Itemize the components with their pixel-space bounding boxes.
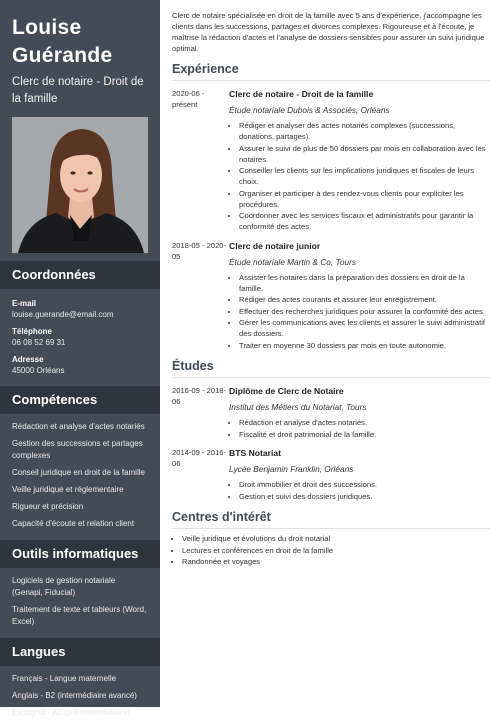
experience-entry — [172, 88, 490, 233]
profile-photo — [12, 117, 148, 253]
skill-item: Capacité d'écoute et relation client — [12, 519, 135, 528]
skill-item: Gestion des successions et partages complexes — [12, 439, 143, 460]
entry-bullets — [229, 417, 490, 440]
interests-list — [172, 533, 490, 567]
entry-organization: Institut des Métiers du Notariat, Tours — [229, 402, 367, 412]
education-entry — [172, 385, 490, 440]
entry-body — [229, 88, 490, 233]
skill-item: Veille juridique et réglementaire — [12, 485, 124, 494]
skills-section-title: Compétences — [0, 386, 160, 414]
email-label: E-mail — [12, 299, 37, 308]
first-name: Louise — [12, 16, 82, 39]
entry-title: Diplôme de Clerc de Notaire — [229, 386, 344, 396]
language-item: Espagnol - A2 (pré-intermédiaire) — [12, 708, 130, 717]
bullet-item: • Effectuer des recherches juridiques pour assurer la conformité des actes. — [239, 306, 490, 317]
entry-body — [229, 447, 490, 502]
contact-section-title: Coordonnées — [0, 261, 160, 289]
address-value: 45000 Orléans — [12, 366, 65, 375]
interests-section-title: Centres d'intérêt — [172, 509, 490, 529]
bullet-item: • Gestion et suivi des dossiers juridiques. — [239, 491, 490, 502]
main-content — [172, 10, 490, 568]
interests-bullets — [172, 533, 490, 567]
skill-item: Rigueur et précision — [12, 502, 84, 511]
entry-date: 2018-05 - 2020-05 — [172, 240, 227, 261]
phone-value: 06 08 52 69 31 — [12, 338, 66, 347]
language-item: Français - Langue maternelle — [12, 674, 117, 683]
entry-title: Clerc de notaire junior — [229, 240, 321, 251]
entry-date: 2014-09 - 2016-06 — [172, 448, 227, 468]
address-label: Adresse — [12, 355, 44, 364]
entry-bullets — [229, 272, 490, 351]
education-section-title: Études — [172, 358, 490, 378]
profile-summary: Clerc de notaire spécialisée en droit de la famille avec 5 ans d'expérience, j'accompagne les clients dans les successions, partages et divorces complexes. Rigoureuse et à l'écoute, je maîtrise la rédaction d'actes et l'analyse de dossiers sensibles pour assurer un suivi juridique optimal. — [172, 11, 485, 53]
bullet-item: • Conseiller les clients sur les implications juridiques et fiscales de leurs choix. — [239, 165, 490, 187]
education-entry — [172, 447, 490, 502]
bullet-item: • Rédaction et analyse d'actes notariés. — [239, 417, 490, 428]
bullet-item: • Gérer les communications avec les clients et assurer le suivi administratif des dossiers. — [239, 317, 490, 339]
interest-item: • Veille juridique et évolutions du droit notarial — [182, 533, 490, 544]
bullet-item: • Coordonner avec les services fiscaux et administratifs pour garantir la conformité des actes. — [239, 210, 490, 232]
job-title: Clerc de notaire - Droit de la famille — [12, 76, 144, 105]
skills-list — [0, 414, 160, 532]
entry-organization: Étude notariale Dubois & Associés, Orléans — [229, 105, 390, 115]
tools-section-title: Outils informatiques — [0, 540, 160, 568]
experience-section-title: Expérience — [172, 61, 490, 81]
sidebar — [0, 0, 160, 717]
tools-list — [0, 568, 160, 630]
entry-title: Clerc de notaire - Droit de la famille — [229, 89, 374, 99]
portrait-image — [12, 117, 148, 253]
skill-item: Rédaction et analyse d'actes notariés — [12, 422, 145, 431]
candidate-name — [0, 0, 160, 70]
bullet-item: • Traiter en moyenne 30 dossiers par mois en toute autonomie. — [239, 340, 490, 351]
tool-item: Logiciels de gestion notariale (Genapi, Fiducial) — [12, 576, 116, 597]
skill-item: Conseil juridique en droit de la famille — [12, 468, 145, 477]
entry-body — [229, 385, 490, 440]
bullet-item: • Organiser et participer à des rendez-vous clients pour expliciter les procédures. — [239, 188, 490, 210]
bullet-item: • Assister les notaires dans la préparation des dossiers en droit de la famille. — [239, 272, 490, 294]
entry-body — [229, 240, 490, 352]
languages-list — [0, 666, 160, 721]
entry-bullets — [229, 120, 490, 232]
entry-organization: Étude notariale Martin & Co, Tours — [229, 256, 356, 267]
contact-list — [0, 289, 160, 377]
languages-section-title: Langues — [0, 638, 160, 666]
entry-title: BTS Notariat — [229, 448, 282, 458]
entry-date: 2016-09 - 2018-06 — [172, 386, 227, 406]
interest-item: • Lectures et conférences en droit de la famille — [182, 545, 490, 556]
tool-item: Traitement de texte et tableurs (Word, Excel) — [12, 605, 147, 626]
bullet-item: • Rédiger et analyser des actes notariés complexes (successions, donations, partages). — [239, 120, 490, 142]
entry-organization: Lycée Benjamin Franklin, Orléans — [229, 464, 354, 474]
language-item: Anglais - B2 (intermédiaire avancé) — [12, 691, 137, 700]
entry-bullets — [229, 479, 490, 502]
entry-date: 2020-06 - présent — [172, 89, 205, 109]
bullet-item: • Assurer le suivi de plus de 50 dossiers par mois en collaboration avec les notaires. — [239, 143, 490, 165]
experience-entry — [172, 240, 490, 352]
phone-label: Téléphone — [12, 327, 53, 336]
last-name: Guérande — [12, 44, 113, 67]
bullet-item: • Rédiger des actes courants et assurer leur enregistrement. — [239, 294, 490, 305]
bullet-item: • Droit immobilier et droit des successions. — [239, 479, 490, 490]
email-value: louise.guerande@email.com — [12, 310, 114, 319]
interest-item: • Randonnée et voyages — [182, 556, 490, 567]
bullet-item: • Fiscalité et droit patrimonial de la famille. — [239, 429, 490, 440]
